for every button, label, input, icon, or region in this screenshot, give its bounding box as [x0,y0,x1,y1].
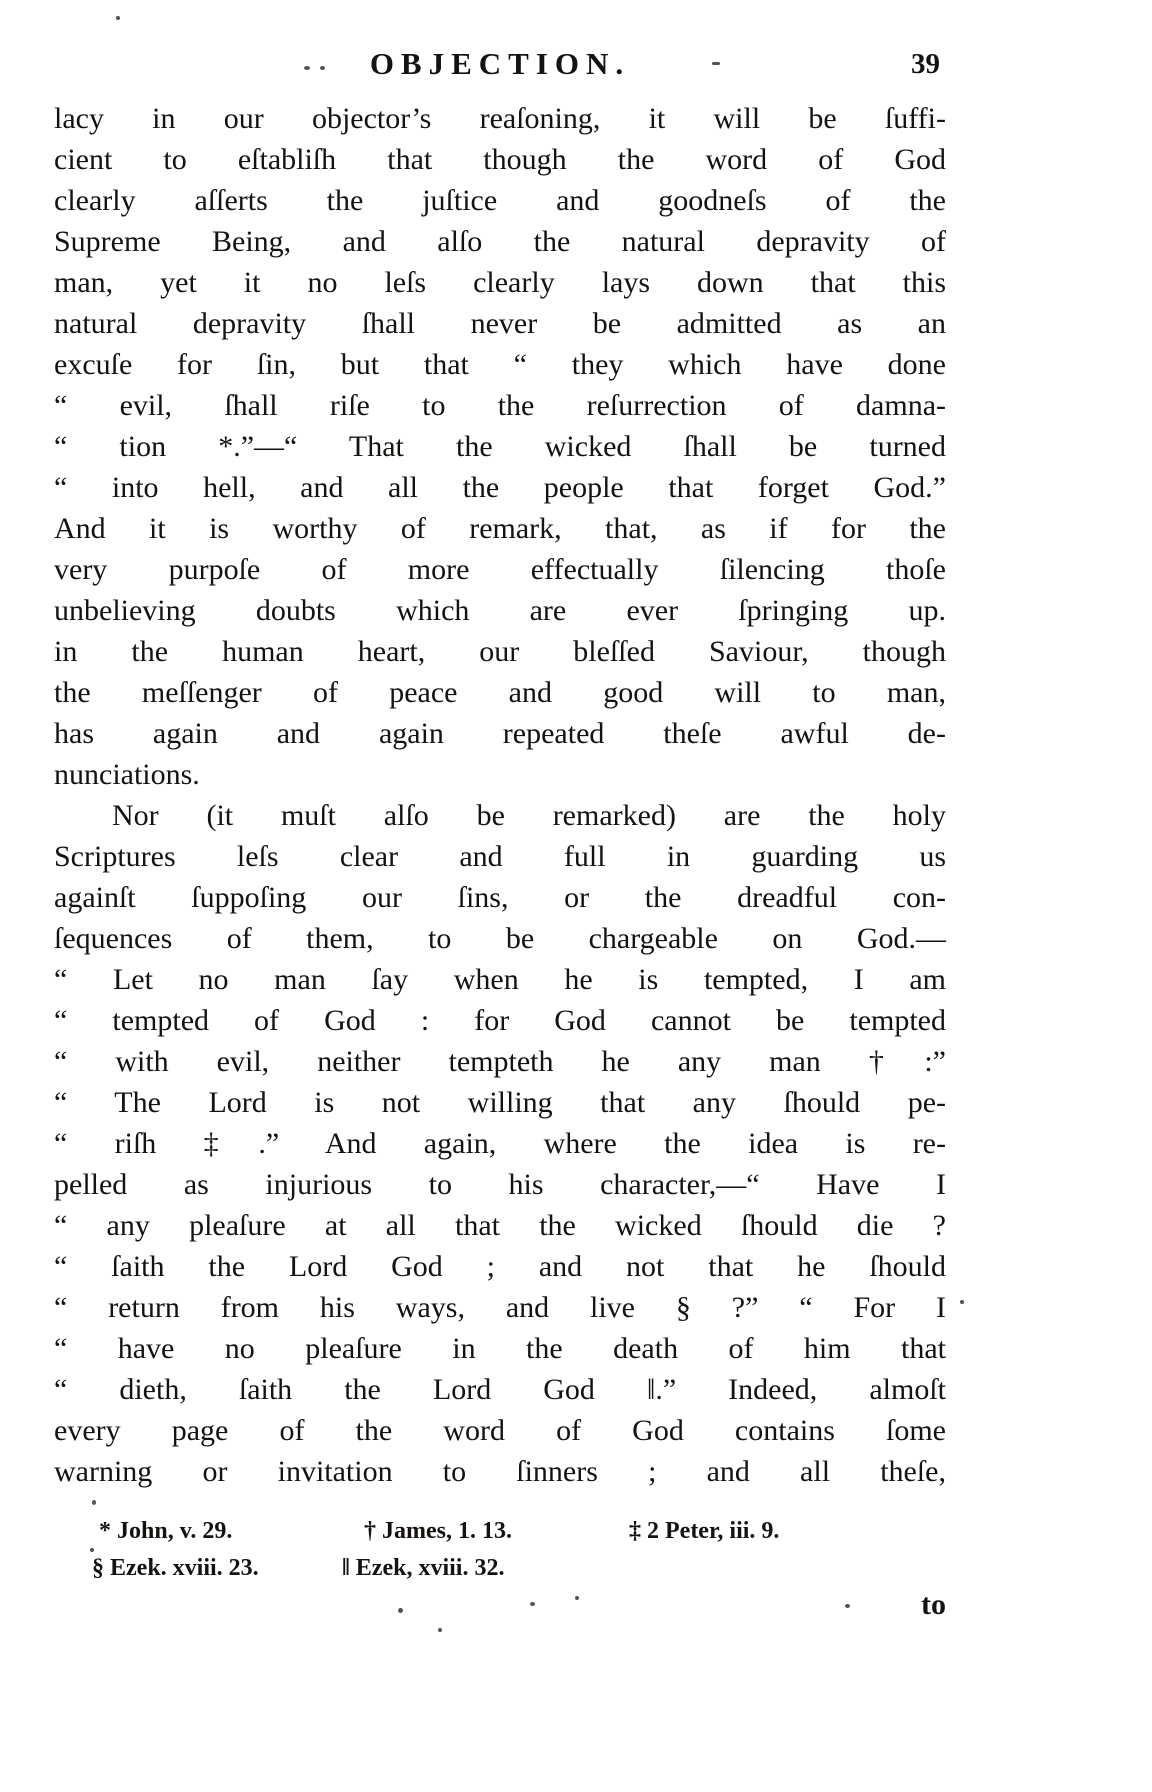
footnote-item: § Ezek. xviii. 23. [92,1555,259,1581]
footnote-row [54,1555,946,1591]
text-line: man, yet it no leſs clearly lays down that this [54,266,946,299]
text-line: “ The Lord is not willing that any ſhould pe- [54,1086,946,1119]
text-line: nunciations. [54,758,200,791]
text-line: pelled as injurious to his character,—“ Have I [54,1168,946,1201]
scan-speck [116,16,120,20]
footnote-item: * John, v. 29. [99,1518,233,1544]
text-line: Scriptures leſs clear and full in guarding us [54,840,946,873]
scan-speck [92,1500,96,1505]
text-line: Supreme Being, and alſo the natural depravity of [54,225,946,258]
text-line: againſt ſuppoſing our ſins, or the dreadful con- [54,881,946,914]
text-line: very purpoſe of more effectually ſilencing thoſe [54,553,946,586]
footnote-row [54,1518,946,1554]
text-line: “ riſh ‡.” And again, where the idea is re- [54,1127,946,1160]
text-line: And it is worthy of remark, that, as if for the [54,512,946,545]
text-line: warning or invitation to ſinners ; and all theſe, [54,1455,946,1488]
running-title: OBJECTION. [369,46,631,81]
text-line: Nor (it muſt alſo be remarked) are the holy [112,799,946,832]
text-line: in the human heart, our bleſſed Saviour, though [54,635,946,668]
scan-speck [90,1548,94,1552]
running-header [54,46,946,86]
page-number: 39 [911,48,940,80]
text-line: clearly aſſerts the juſtice and goodneſs of the [54,184,946,217]
text-line: has again and again repeated theſe awful de- [54,717,946,750]
text-line: “ evil, ſhall riſe to the reſurrection of damna- [54,389,946,422]
footnote-item: ‡ 2 Peter, iii. 9. [629,1518,780,1544]
text-line: “ have no pleaſure in the death of him that [54,1332,946,1365]
catchword: to [921,1588,946,1621]
scan-speck [320,66,325,70]
scan-speck [960,1300,964,1304]
text-line: “ tempted of God : for God cannot be tempted [54,1004,946,1037]
footnotes [54,1518,946,1598]
scan-speck [304,66,310,70]
text-line: “ dieth, ſaith the Lord God ‖.” Indeed, almoſt [54,1373,946,1406]
text-line: “ Let no man ſay when he is tempted, I am [54,963,946,996]
text-line: every page of the word of God contains ſome [54,1414,946,1447]
scan-speck [438,1628,442,1632]
text-line: “ return from his ways, and live § ?” “ For I [54,1291,946,1324]
scan-speck [845,1604,850,1608]
scan-speck [530,1602,535,1606]
text-line: lacy in our objector’s reaſoning, it will be ſuffi- [54,102,946,135]
footnote-item: † James, 1. 13. [364,1518,512,1544]
text-line: “ with evil, neither tempteth he any man †:” [54,1045,946,1078]
paragraph [54,795,946,1492]
scan-speck [712,62,720,65]
text-line: “ any pleaſure at all that the wicked ſhould die ? [54,1209,946,1242]
text-line: ſequences of them, to be chargeable on God.— [54,922,946,955]
paragraph [54,98,946,795]
text-line: excuſe for ſin, but that “ they which have done [54,348,946,381]
scan-speck [398,1608,403,1613]
text-body [54,98,946,1492]
text-line: unbelieving doubts which are ever ſpringing up. [54,594,946,627]
text-line: the meſſenger of peace and good will to man, [54,676,946,709]
text-line: cient to eſtabliſh that though the word of God [54,143,946,176]
text-line: “ ſaith the Lord God ; and not that he ſhould [54,1250,946,1283]
text-line: natural depravity ſhall never be admitted as an [54,307,946,340]
footnote-item: ‖ Ezek, xviii. 32. [342,1555,505,1581]
scan-speck [575,1596,579,1600]
text-line: “ into hell, and all the people that forget God.” [54,471,946,504]
text-line: “ tion *.”—“ That the wicked ſhall be turned [54,430,946,463]
